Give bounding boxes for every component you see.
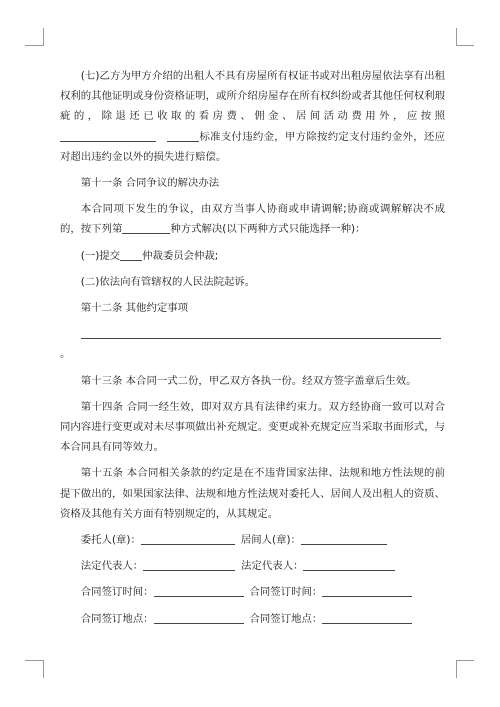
broker-seal-field[interactable] [301,532,387,545]
option-1-prefix: (一)提交 [80,249,121,262]
article-11-title: 第十一条 合同争议的解决办法 [80,177,220,190]
client-seal-label: 委托人(章)： [80,534,141,547]
crop-mark-bottom-left [25,660,43,661]
sign-time-label-1: 合同签订时间： [80,586,154,599]
dispute-method-blank[interactable] [122,221,170,234]
sign-time-field-2[interactable] [322,584,412,597]
crop-mark-bottom-right [456,660,474,661]
signature-row-3 [60,582,445,602]
arbitration-commission-blank[interactable] [120,248,142,261]
signature-row-4 [60,609,445,629]
article-13: 第十三条 本合同一式二份，甲乙双方各执一份。经双方签字盖章后生效。 [80,374,417,387]
legal-rep-field-2[interactable] [303,558,395,571]
article-11-body [60,199,445,239]
document-body [60,66,445,629]
clause-7-text-2: 标准支付违约金，甲方除按约定支付违约金外，还应对超出违约金以外的损失进行赔偿。 [60,130,445,163]
clause-7-text-1: (七)乙方为甲方介绍的出租人不具有房屋所有权证书或对出租房屋依法享有出租权利的其他证明或身份资格证明，或所介绍房屋存在所有权纠纷或者其他任何权利瑕疵的，除退还已收取的看房费、佣金、居间活动费用外，应按照 [60,70,445,123]
sign-place-label-2: 合同签订地点： [249,612,323,625]
article-14: 第十四条 合同一经生效，即对双方具有法律约束力。双方经协商一致可以对合同内容进行变更或对未尽事项做出补充规定。变更或补充规定应当采取书面形式，与本合同具有同等效力。 [60,400,445,454]
broker-seal-label: 居间人(章)： [240,534,301,547]
legal-rep-field-1[interactable] [143,558,235,571]
crop-mark-bottom-left [43,660,44,678]
article-11-option-2: (二)依法向有管辖权的人民法院起诉。 [80,275,256,288]
article-15: 第十五条 本合同相关条款的约定是在不违背国家法律、法规和地方性法规的前提下做出的，如果国家法律、法规和地方性法规对委托人、居间人及出租人的资质、资格及其他有关方面有特别规定的，从其规定。 [60,467,445,520]
other-terms-blank[interactable] [81,326,441,339]
sign-place-field-1[interactable] [154,611,244,624]
signature-row-2 [60,556,445,576]
article-12-title: 第十二条 其他约定事项 [80,302,189,315]
article-12-end-mark: 。 [60,348,71,361]
option-1-suffix: 仲裁委员会仲裁; [142,249,219,262]
legal-rep-label-2: 法定代表人： [241,560,304,573]
clause-7-paragraph [60,66,445,167]
article-12-line [60,324,445,364]
crop-mark-top-right [456,28,457,46]
sign-time-label-2: 合同签订时间： [249,586,323,599]
sign-place-label-1: 合同签订地点： [80,612,154,625]
penalty-standard-blank-line2[interactable] [167,129,199,142]
crop-mark-top-left [25,45,43,46]
signature-row-1 [60,530,445,550]
sign-time-field-1[interactable] [154,584,244,597]
article-11-text-1: 本合同项下发生的争议，由双方当事人协商或申请调解;协商或调解解决不成的，按下列第 [60,203,445,236]
client-seal-field[interactable] [141,532,235,545]
crop-mark-top-left [43,28,44,46]
article-11-text-2: 种方式解决(以下两种方式只能选择一种)： [170,223,366,236]
legal-rep-label-1: 法定代表人： [80,560,144,573]
sign-place-field-2[interactable] [322,611,412,624]
penalty-standard-blank[interactable] [60,129,156,142]
article-11-option-1 [60,246,445,266]
crop-mark-top-right [456,45,474,46]
crop-mark-bottom-right [456,660,457,678]
